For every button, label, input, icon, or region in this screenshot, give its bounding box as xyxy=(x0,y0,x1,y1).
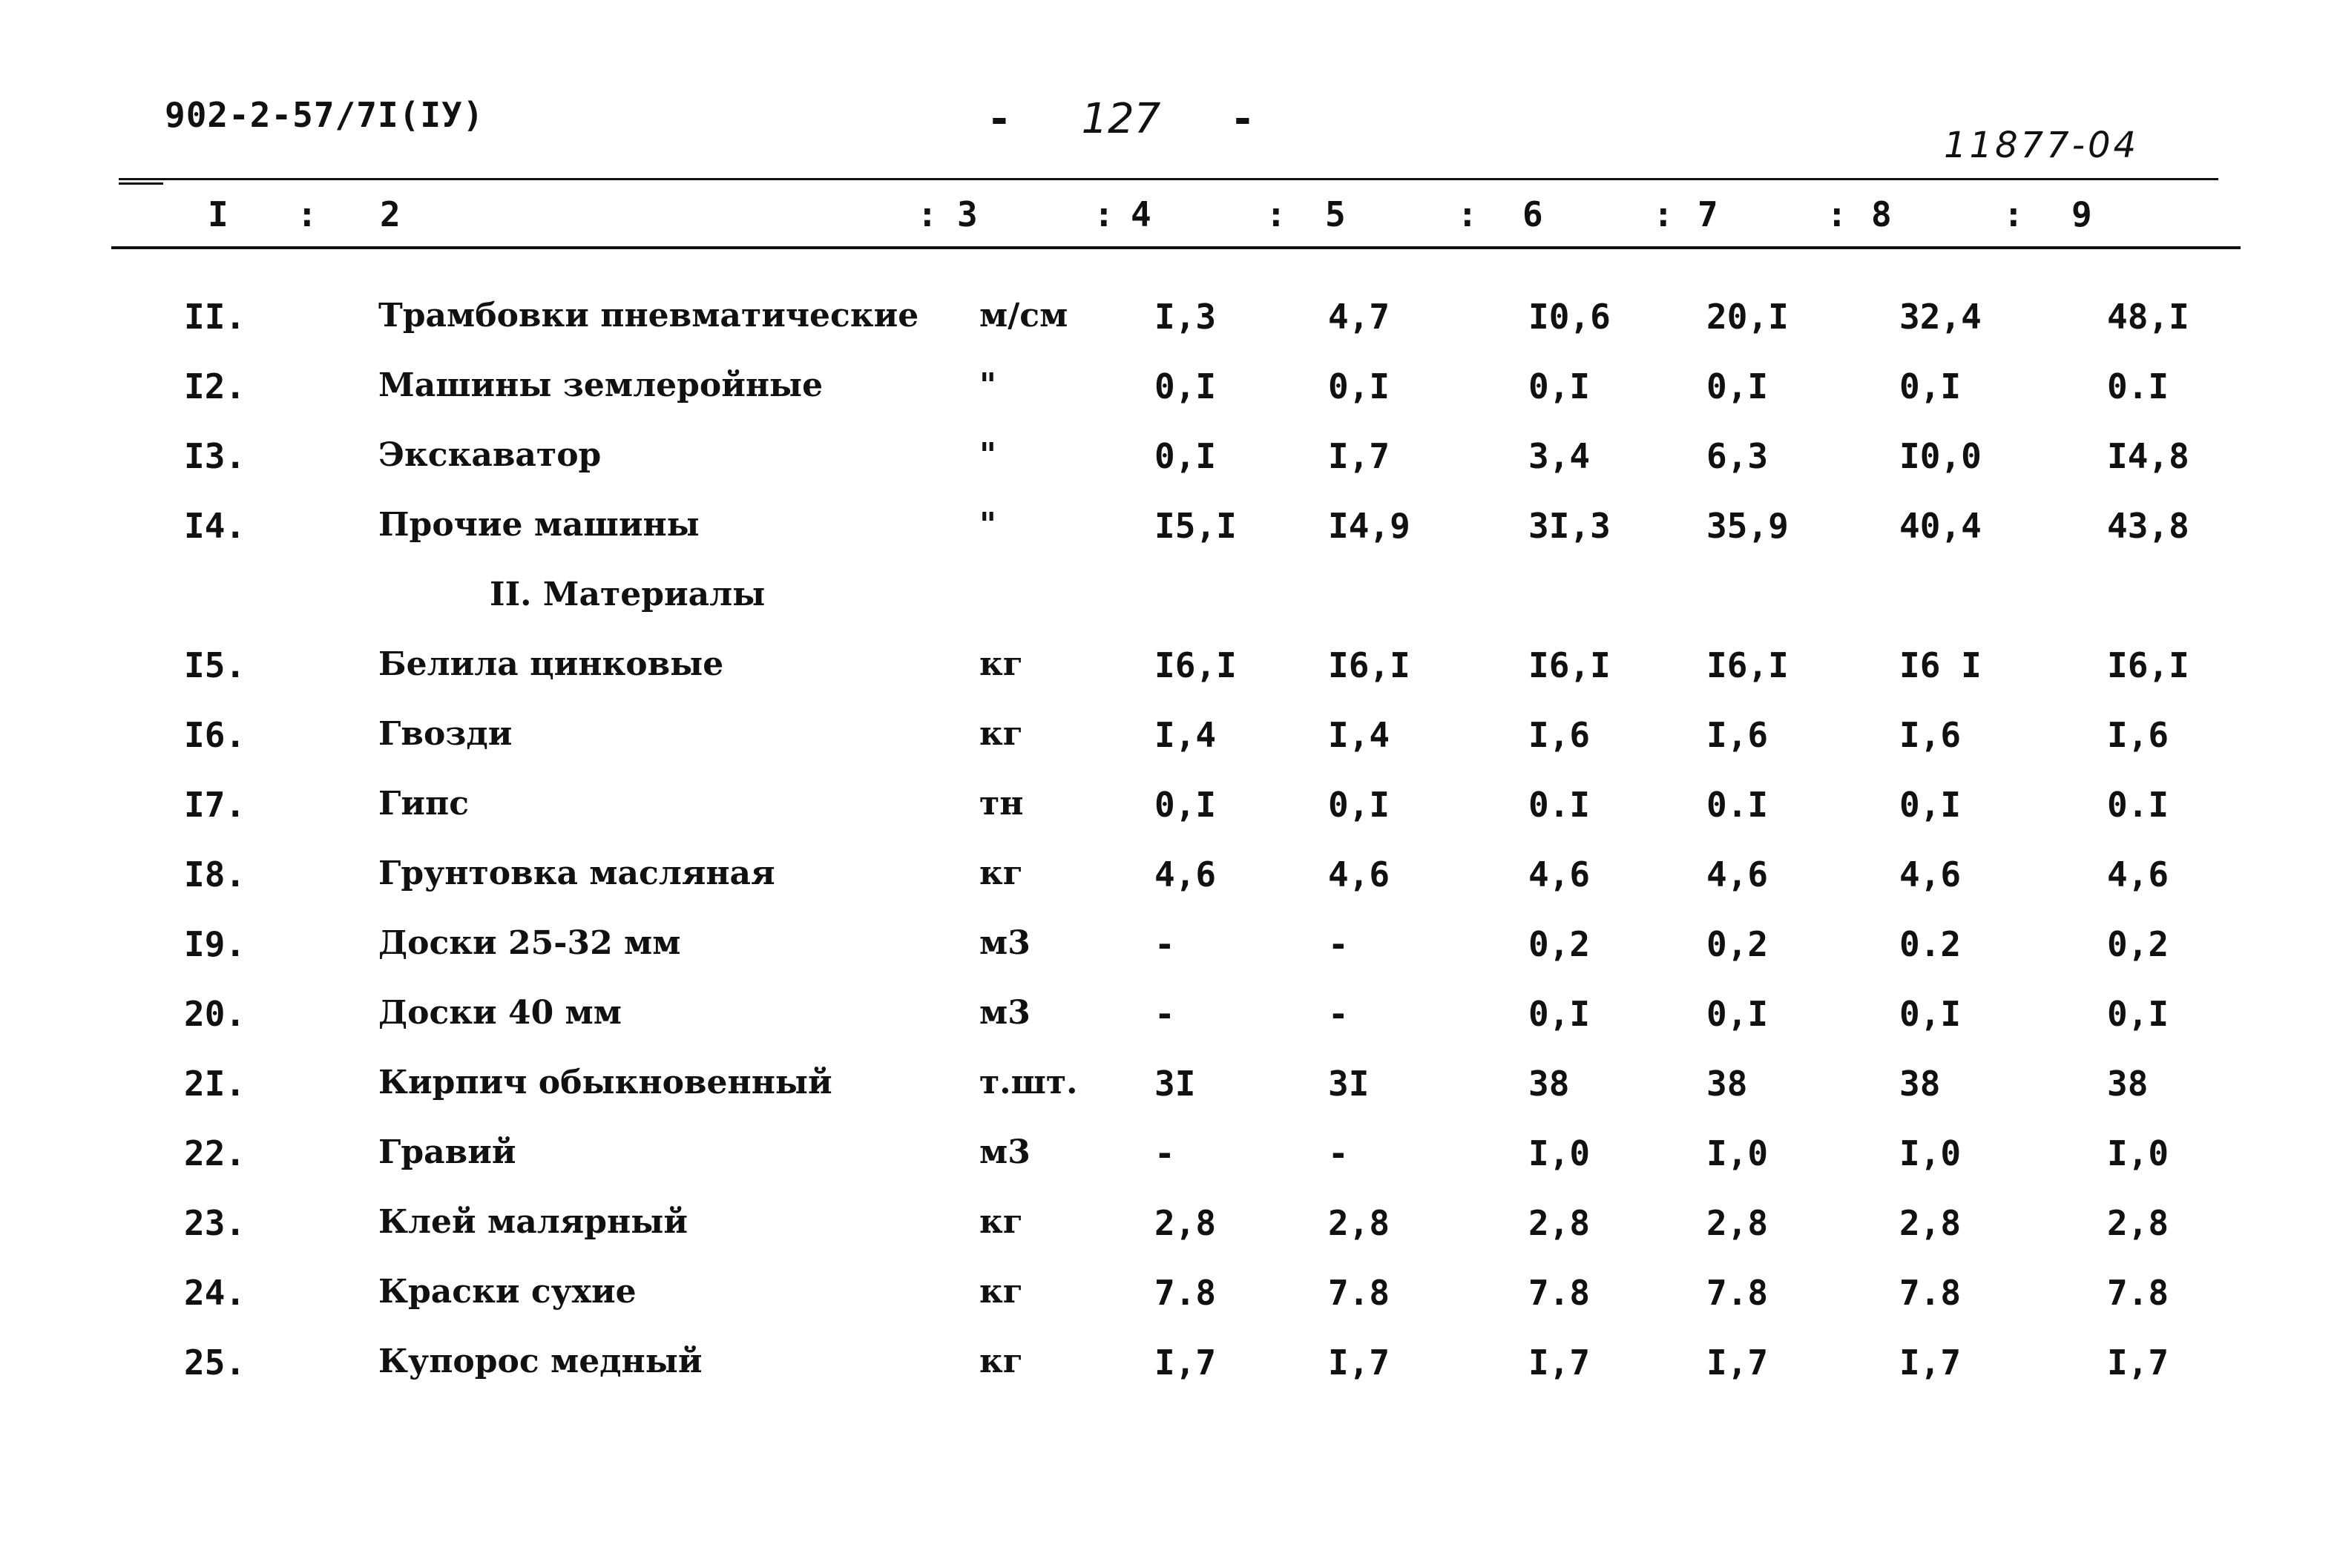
row-value-col4: 4,6 xyxy=(1154,854,1217,895)
row-value-col6: 3I,3 xyxy=(1528,506,1611,546)
row-value-col4: - xyxy=(1154,994,1175,1034)
document-code: 902-2-57/7I(IУ) xyxy=(165,95,484,135)
row-value-col6: I,0 xyxy=(1528,1133,1591,1173)
row-value-col6: 0,I xyxy=(1528,366,1591,406)
row-value-col8: 0.2 xyxy=(1899,924,1962,964)
section-title: II. Материалы xyxy=(490,576,766,613)
row-value-col4: 2,8 xyxy=(1154,1203,1217,1243)
row-value-col6: 0,I xyxy=(1528,994,1591,1034)
sheet-reference: 11877-04 xyxy=(1944,125,2140,166)
row-value-col9: 48,I xyxy=(2107,297,2189,337)
row-value-col5: I6,I xyxy=(1328,645,1410,685)
row-value-col5: I4,9 xyxy=(1328,506,1410,546)
row-number: I3. xyxy=(184,436,246,476)
table-row xyxy=(0,854,2340,924)
row-name: Прочие машины xyxy=(378,506,700,544)
row-value-col5: I,7 xyxy=(1328,1343,1390,1383)
row-value-col6: I0,6 xyxy=(1528,297,1611,337)
table-row xyxy=(0,1343,2340,1412)
row-value-col4: - xyxy=(1154,924,1175,964)
row-name: Гравий xyxy=(378,1133,516,1171)
row-number: 2I. xyxy=(184,1064,246,1104)
row-value-col9: I6,I xyxy=(2107,645,2189,685)
row-value-col8: 2,8 xyxy=(1899,1203,1962,1243)
row-unit: кг xyxy=(979,1203,1023,1241)
column-header-6: 6 xyxy=(1522,194,1543,234)
row-unit: м/см xyxy=(979,297,1068,335)
row-unit: тн xyxy=(979,785,1024,823)
row-value-col8: 0,I xyxy=(1899,994,1962,1034)
row-value-col6: I,6 xyxy=(1528,715,1591,755)
row-unit: " xyxy=(979,506,996,544)
row-value-col6: 7.8 xyxy=(1528,1273,1591,1313)
row-number: 22. xyxy=(184,1133,246,1173)
page-dash-left: - xyxy=(987,95,1012,143)
page-number-value: 127 xyxy=(1081,95,1161,143)
row-value-col6: 4,6 xyxy=(1528,854,1591,895)
row-value-col9: 0,2 xyxy=(2107,924,2169,964)
row-value-col9: 4,6 xyxy=(2107,854,2169,895)
row-value-col8: 32,4 xyxy=(1899,297,1982,337)
row-number: 24. xyxy=(184,1273,246,1313)
row-value-col4: I5,I xyxy=(1154,506,1237,546)
row-value-col6: 0.I xyxy=(1528,785,1591,825)
row-value-col5: 7.8 xyxy=(1328,1273,1390,1313)
row-value-col7: 38 xyxy=(1706,1064,1748,1104)
row-value-col5: 3I xyxy=(1328,1064,1370,1104)
column-separator: : xyxy=(1094,194,1114,234)
row-value-col5: - xyxy=(1328,924,1349,964)
row-name: Доски 40 мм xyxy=(378,994,622,1032)
table-row xyxy=(0,1203,2340,1273)
row-value-col8: I,7 xyxy=(1899,1343,1962,1383)
row-value-col9: I4,8 xyxy=(2107,436,2189,476)
row-value-col6: 2,8 xyxy=(1528,1203,1591,1243)
row-unit: кг xyxy=(979,1273,1023,1311)
row-value-col9: 0,I xyxy=(2107,994,2169,1034)
row-value-col9: I,7 xyxy=(2107,1343,2169,1383)
row-value-col8: 7.8 xyxy=(1899,1273,1962,1313)
column-separator: : xyxy=(1653,194,1674,234)
row-value-col5: 4,7 xyxy=(1328,297,1390,337)
column-header-1: I xyxy=(208,194,229,234)
row-value-col7: 6,3 xyxy=(1706,436,1769,476)
row-name: Купорос медный xyxy=(378,1343,703,1380)
row-value-col7: 7.8 xyxy=(1706,1273,1769,1313)
column-header-5: 5 xyxy=(1325,194,1346,234)
row-name: Экскаватор xyxy=(378,436,602,474)
row-number: I5. xyxy=(184,645,246,685)
column-header-2: 2 xyxy=(380,194,401,234)
table-row xyxy=(0,1273,2340,1343)
column-separator: : xyxy=(1457,194,1478,234)
row-name: Краски сухие xyxy=(378,1273,637,1311)
row-value-col9: 0.I xyxy=(2107,366,2169,406)
header-top-rule xyxy=(119,178,2218,180)
row-value-col7: 2,8 xyxy=(1706,1203,1769,1243)
row-number: II. xyxy=(184,297,246,337)
row-value-col7: 0,2 xyxy=(1706,924,1769,964)
row-value-col7: 0,I xyxy=(1706,366,1769,406)
row-number: I2. xyxy=(184,366,246,406)
row-value-col4: I,4 xyxy=(1154,715,1217,755)
row-value-col4: 3I xyxy=(1154,1064,1196,1104)
row-value-col8: I,0 xyxy=(1899,1133,1962,1173)
row-unit: кг xyxy=(979,715,1023,753)
row-value-col8: I6 I xyxy=(1899,645,1982,685)
row-value-col7: 20,I xyxy=(1706,297,1789,337)
row-value-col8: 0,I xyxy=(1899,366,1962,406)
row-name: Доски 25-32 мм xyxy=(378,924,681,962)
row-name: Трамбовки пневматические xyxy=(378,297,919,335)
row-value-col9: 38 xyxy=(2107,1064,2149,1104)
row-value-col8: I0,0 xyxy=(1899,436,1982,476)
row-value-col7: 4,6 xyxy=(1706,854,1769,895)
table-row xyxy=(0,297,2340,366)
column-header-7: 7 xyxy=(1698,194,1718,234)
table-row xyxy=(0,994,2340,1064)
section-row xyxy=(0,576,2340,645)
row-unit: м3 xyxy=(979,924,1031,962)
table-row xyxy=(0,645,2340,715)
row-value-col5: I,4 xyxy=(1328,715,1390,755)
row-value-col5: - xyxy=(1328,994,1349,1034)
row-value-col9: 7.8 xyxy=(2107,1273,2169,1313)
row-number: 20. xyxy=(184,994,246,1034)
table-row xyxy=(0,715,2340,785)
row-number: I7. xyxy=(184,785,246,825)
column-separator: : xyxy=(917,194,938,234)
column-header-9: 9 xyxy=(2071,194,2092,234)
row-value-col9: 0.I xyxy=(2107,785,2169,825)
row-unit: кг xyxy=(979,1343,1023,1380)
table-row xyxy=(0,436,2340,506)
row-value-col5: 0,I xyxy=(1328,785,1390,825)
row-unit: м3 xyxy=(979,1133,1031,1171)
column-header-3: 3 xyxy=(957,194,978,234)
row-value-col7: 35,9 xyxy=(1706,506,1789,546)
row-value-col5: 4,6 xyxy=(1328,854,1390,895)
header-top-rule-stub xyxy=(119,182,163,185)
row-name: Грунтовка масляная xyxy=(378,854,775,892)
row-value-col4: 0,I xyxy=(1154,785,1217,825)
table-row xyxy=(0,1133,2340,1203)
page-dash-right: - xyxy=(1230,95,1255,143)
row-value-col9: I,0 xyxy=(2107,1133,2169,1173)
row-value-col4: I,3 xyxy=(1154,297,1217,337)
row-value-col8: 4,6 xyxy=(1899,854,1962,895)
column-separator: : xyxy=(297,194,318,234)
row-value-col7: I,7 xyxy=(1706,1343,1769,1383)
row-value-col7: 0.I xyxy=(1706,785,1769,825)
column-header-8: 8 xyxy=(1871,194,1892,234)
row-name: Белила цинковые xyxy=(378,645,724,683)
row-value-col7: 0,I xyxy=(1706,994,1769,1034)
row-value-col4: 7.8 xyxy=(1154,1273,1217,1313)
row-value-col9: I,6 xyxy=(2107,715,2169,755)
row-value-col4: 0,I xyxy=(1154,436,1217,476)
row-name: Машины землеройные xyxy=(378,366,824,404)
row-value-col8: 0,I xyxy=(1899,785,1962,825)
row-unit: кг xyxy=(979,645,1023,683)
row-value-col4: - xyxy=(1154,1133,1175,1173)
row-unit: т.шт. xyxy=(979,1064,1078,1101)
row-number: I9. xyxy=(184,924,246,964)
header-bottom-rule xyxy=(111,246,2241,249)
column-separator: : xyxy=(1266,194,1286,234)
row-unit: " xyxy=(979,366,996,404)
row-value-col5: I,7 xyxy=(1328,436,1390,476)
row-value-col7: I,0 xyxy=(1706,1133,1769,1173)
row-unit: м3 xyxy=(979,994,1031,1032)
row-name: Гипс xyxy=(378,785,470,823)
table-row xyxy=(0,506,2340,576)
row-number: 25. xyxy=(184,1343,246,1383)
page-number xyxy=(987,95,1255,143)
row-value-col9: 43,8 xyxy=(2107,506,2189,546)
resource-table xyxy=(0,297,2340,1412)
row-value-col6: I,7 xyxy=(1528,1343,1591,1383)
row-name: Кирпич обыкновенный xyxy=(378,1064,832,1101)
row-number: I4. xyxy=(184,506,246,546)
row-value-col8: 38 xyxy=(1899,1064,1941,1104)
row-value-col5: 2,8 xyxy=(1328,1203,1390,1243)
column-header-row xyxy=(0,194,2340,239)
row-value-col4: I,7 xyxy=(1154,1343,1217,1383)
table-row xyxy=(0,366,2340,436)
table-row xyxy=(0,1064,2340,1133)
row-number: I6. xyxy=(184,715,246,755)
row-value-col5: - xyxy=(1328,1133,1349,1173)
row-value-col7: I6,I xyxy=(1706,645,1789,685)
row-number: I8. xyxy=(184,854,246,895)
table-row xyxy=(0,785,2340,854)
row-number: 23. xyxy=(184,1203,246,1243)
row-value-col6: I6,I xyxy=(1528,645,1611,685)
row-value-col8: 40,4 xyxy=(1899,506,1982,546)
row-value-col5: 0,I xyxy=(1328,366,1390,406)
row-value-col6: 3,4 xyxy=(1528,436,1591,476)
row-value-col4: 0,I xyxy=(1154,366,1217,406)
row-name: Клей малярный xyxy=(378,1203,688,1241)
row-value-col4: I6,I xyxy=(1154,645,1237,685)
row-value-col6: 38 xyxy=(1528,1064,1570,1104)
column-separator: : xyxy=(2003,194,2024,234)
column-header-4: 4 xyxy=(1131,194,1151,234)
row-name: Гвозди xyxy=(378,715,513,753)
row-unit: кг xyxy=(979,854,1023,892)
row-value-col8: I,6 xyxy=(1899,715,1962,755)
column-separator: : xyxy=(1827,194,1847,234)
row-value-col9: 2,8 xyxy=(2107,1203,2169,1243)
row-value-col6: 0,2 xyxy=(1528,924,1591,964)
table-row xyxy=(0,924,2340,994)
row-value-col7: I,6 xyxy=(1706,715,1769,755)
row-unit: " xyxy=(979,436,996,474)
